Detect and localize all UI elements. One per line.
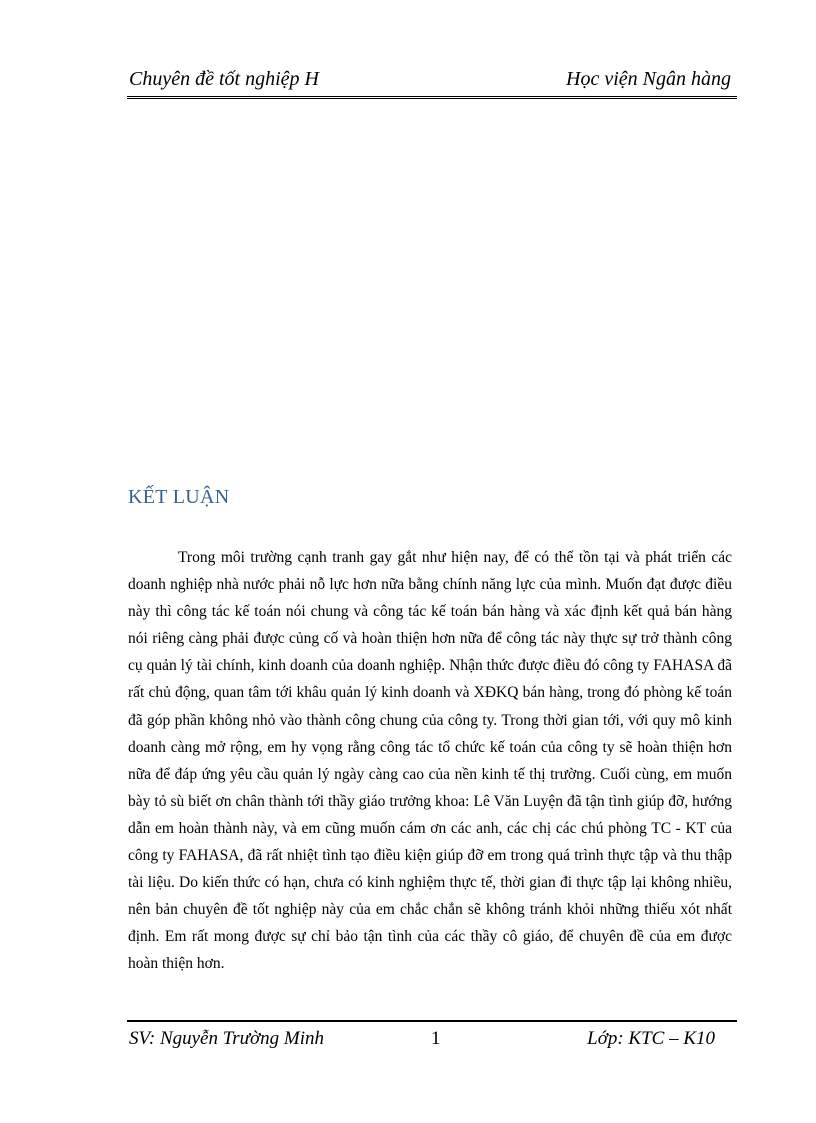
- page-number: 1: [431, 1028, 441, 1049]
- header-institution: Học viện Ngân hàng: [566, 68, 731, 90]
- header-document-title: Chuyên đề tốt nghiệp H: [129, 68, 319, 90]
- footer-class: Lớp: KTC – K10: [587, 1028, 715, 1049]
- page-header: [127, 66, 737, 99]
- page-footer: [127, 1020, 737, 1054]
- section-title: KẾT LUẬN: [128, 486, 230, 508]
- footer-student-name: SV: Nguyễn Trường Minh: [129, 1028, 325, 1049]
- conclusion-paragraph: Trong môi trường cạnh tranh gay gắt như hiện nay, để có thể tồn tại và phát triển các doanh nghiệp nhà nước phải nỗ lực hơn nữa bằng chính năng lực của mình. Muốn đạt được điều này thì công tác kế toán nói chung và công tác kế toán bán hàng và xác định kết quả bán hàng nói riêng càng phải được củng cố và hoàn thiện hơn nữa để công tác này thực sự trở thành công cụ quản lý tài chính, kinh doanh của doanh nghiệp. Nhận thức được điều đó công ty FAHASA đã rất chủ động, quan tâm tới khâu quản lý kinh doanh và XĐKQ bán hàng, trong đó phòng kế toán đã góp phần không nhỏ vào thành công chung của công ty. Trong thời gian tới, với quy mô kinh doanh càng mở rộng, em hy vọng rằng công tác tổ chức kế toán của công ty sẽ hoàn thiện hơn nữa để đáp ứng yêu cầu quản lý ngày càng cao của nền kinh tế thị trường. Cuối cùng, em muốn bày tỏ sù biết ơn chân thành tới thầy giáo trưởng khoa: Lê Văn Luyện đã tận tình giúp đỡ, hướng dẫn em hoàn thành này, và em cũng muốn cám ơn các anh, các chị các chú phòng TC - KT của công ty FAHASA, đã rất nhiệt tình tạo điều kiện giúp đỡ em trong quá trình thực tập và thu thập tài liệu. Do kiến thức có hạn, chưa có kinh nghiệm thực tế, thời gian đi thực tập lại không nhiều, nên bản chuyên đề tốt nghiệp này của em chắc chắn sẽ không tránh khỏi những thiếu xót nhất định. Em rất mong được sự chỉ bảo tận tình của các thầy cô giáo, để chuyên đề của em được hoàn thiện hơn.: [128, 549, 732, 973]
